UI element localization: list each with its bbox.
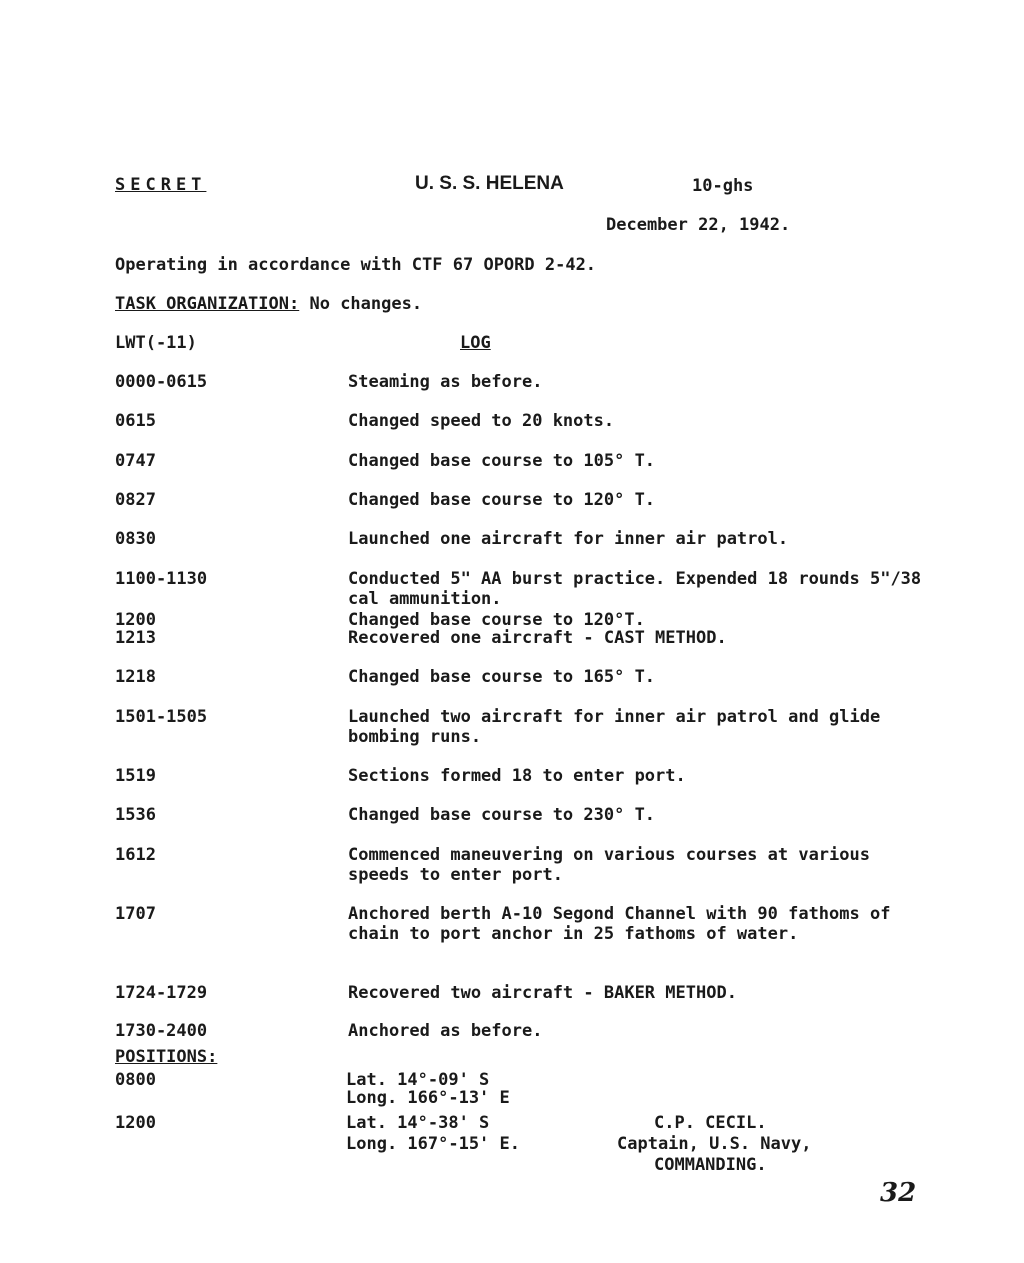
log-time: 1200: [115, 610, 156, 630]
log-text: Changed base course to 105° T.: [348, 451, 656, 471]
log-text: Anchored berth A-10 Segond Channel with 90 fathoms of chain to port anchor in 25 fathoms of water.: [348, 904, 891, 944]
classification-marking: SECRET: [115, 175, 207, 195]
log-column-header: LOG: [460, 333, 491, 353]
ship-name: U. S. S. HELENA: [415, 173, 564, 194]
position-time: 0800: [115, 1070, 156, 1090]
log-text: Changed base course to 230° T.: [348, 805, 656, 825]
log-time: 1100-1130: [115, 569, 208, 589]
operating-statement: Operating in accordance with CTF 67 OPORD 2-42.: [115, 255, 597, 275]
task-organization-value: No changes.: [309, 294, 423, 314]
log-time: 0827: [115, 490, 156, 510]
position-longitude: Long. 167°-15' E.: [346, 1134, 520, 1154]
log-text: Launched one aircraft for inner air patrol.: [348, 529, 789, 549]
log-time: 1519: [115, 766, 156, 786]
document-code: 10-ghs: [692, 176, 754, 196]
signature-role: COMMANDING.: [654, 1155, 767, 1175]
log-text: Anchored as before.: [348, 1021, 543, 1041]
log-text: Changed base course to 120° T.: [348, 490, 656, 510]
log-text: Commenced maneuvering on various courses at various speeds to enter port.: [348, 845, 870, 885]
log-time: 1724-1729: [115, 983, 208, 1003]
log-time: 1536: [115, 805, 156, 825]
log-text: Steaming as before.: [348, 372, 543, 392]
log-text: Conducted 5" AA burst practice. Expended 18 rounds 5"/38 cal ammunition.: [348, 569, 922, 609]
page-number: 32: [880, 1178, 917, 1208]
log-time: 1730-2400: [115, 1021, 208, 1041]
position-longitude: Long. 166°-13' E: [346, 1088, 510, 1108]
log-time: 0830: [115, 529, 156, 549]
document-date: December 22, 1942.: [606, 215, 791, 235]
signature-name: C.P. CECIL.: [654, 1113, 767, 1133]
signature-title: Captain, U.S. Navy,: [617, 1134, 812, 1154]
log-time: 0000-0615: [115, 372, 208, 392]
log-time: 1213: [115, 628, 156, 648]
time-column-header: LWT(-11): [115, 333, 197, 353]
log-text: Sections formed 18 to enter port.: [348, 766, 686, 786]
log-text: Launched two aircraft for inner air patrol and glide bombing runs.: [348, 707, 881, 747]
position-time: 1200: [115, 1113, 156, 1133]
positions-label: POSITIONS:: [115, 1047, 218, 1067]
log-time: 0747: [115, 451, 156, 471]
position-latitude: Lat. 14°-09' S: [346, 1070, 490, 1090]
log-text: Recovered two aircraft - BAKER METHOD.: [348, 983, 737, 1003]
log-time: 0615: [115, 411, 156, 431]
log-text: Changed speed to 20 knots.: [348, 411, 615, 431]
log-text: Changed base course to 165° T.: [348, 667, 656, 687]
task-organization: [115, 294, 422, 314]
task-organization-label: TASK ORGANIZATION:: [115, 294, 300, 314]
log-time: 1612: [115, 845, 156, 865]
position-latitude: Lat. 14°-38' S: [346, 1113, 490, 1133]
log-text: Recovered one aircraft - CAST METHOD.: [348, 628, 727, 648]
log-time: 1501-1505: [115, 707, 208, 727]
log-time: 1218: [115, 667, 156, 687]
log-text: Changed base course to 120°T.: [348, 610, 645, 630]
log-time: 1707: [115, 904, 156, 924]
